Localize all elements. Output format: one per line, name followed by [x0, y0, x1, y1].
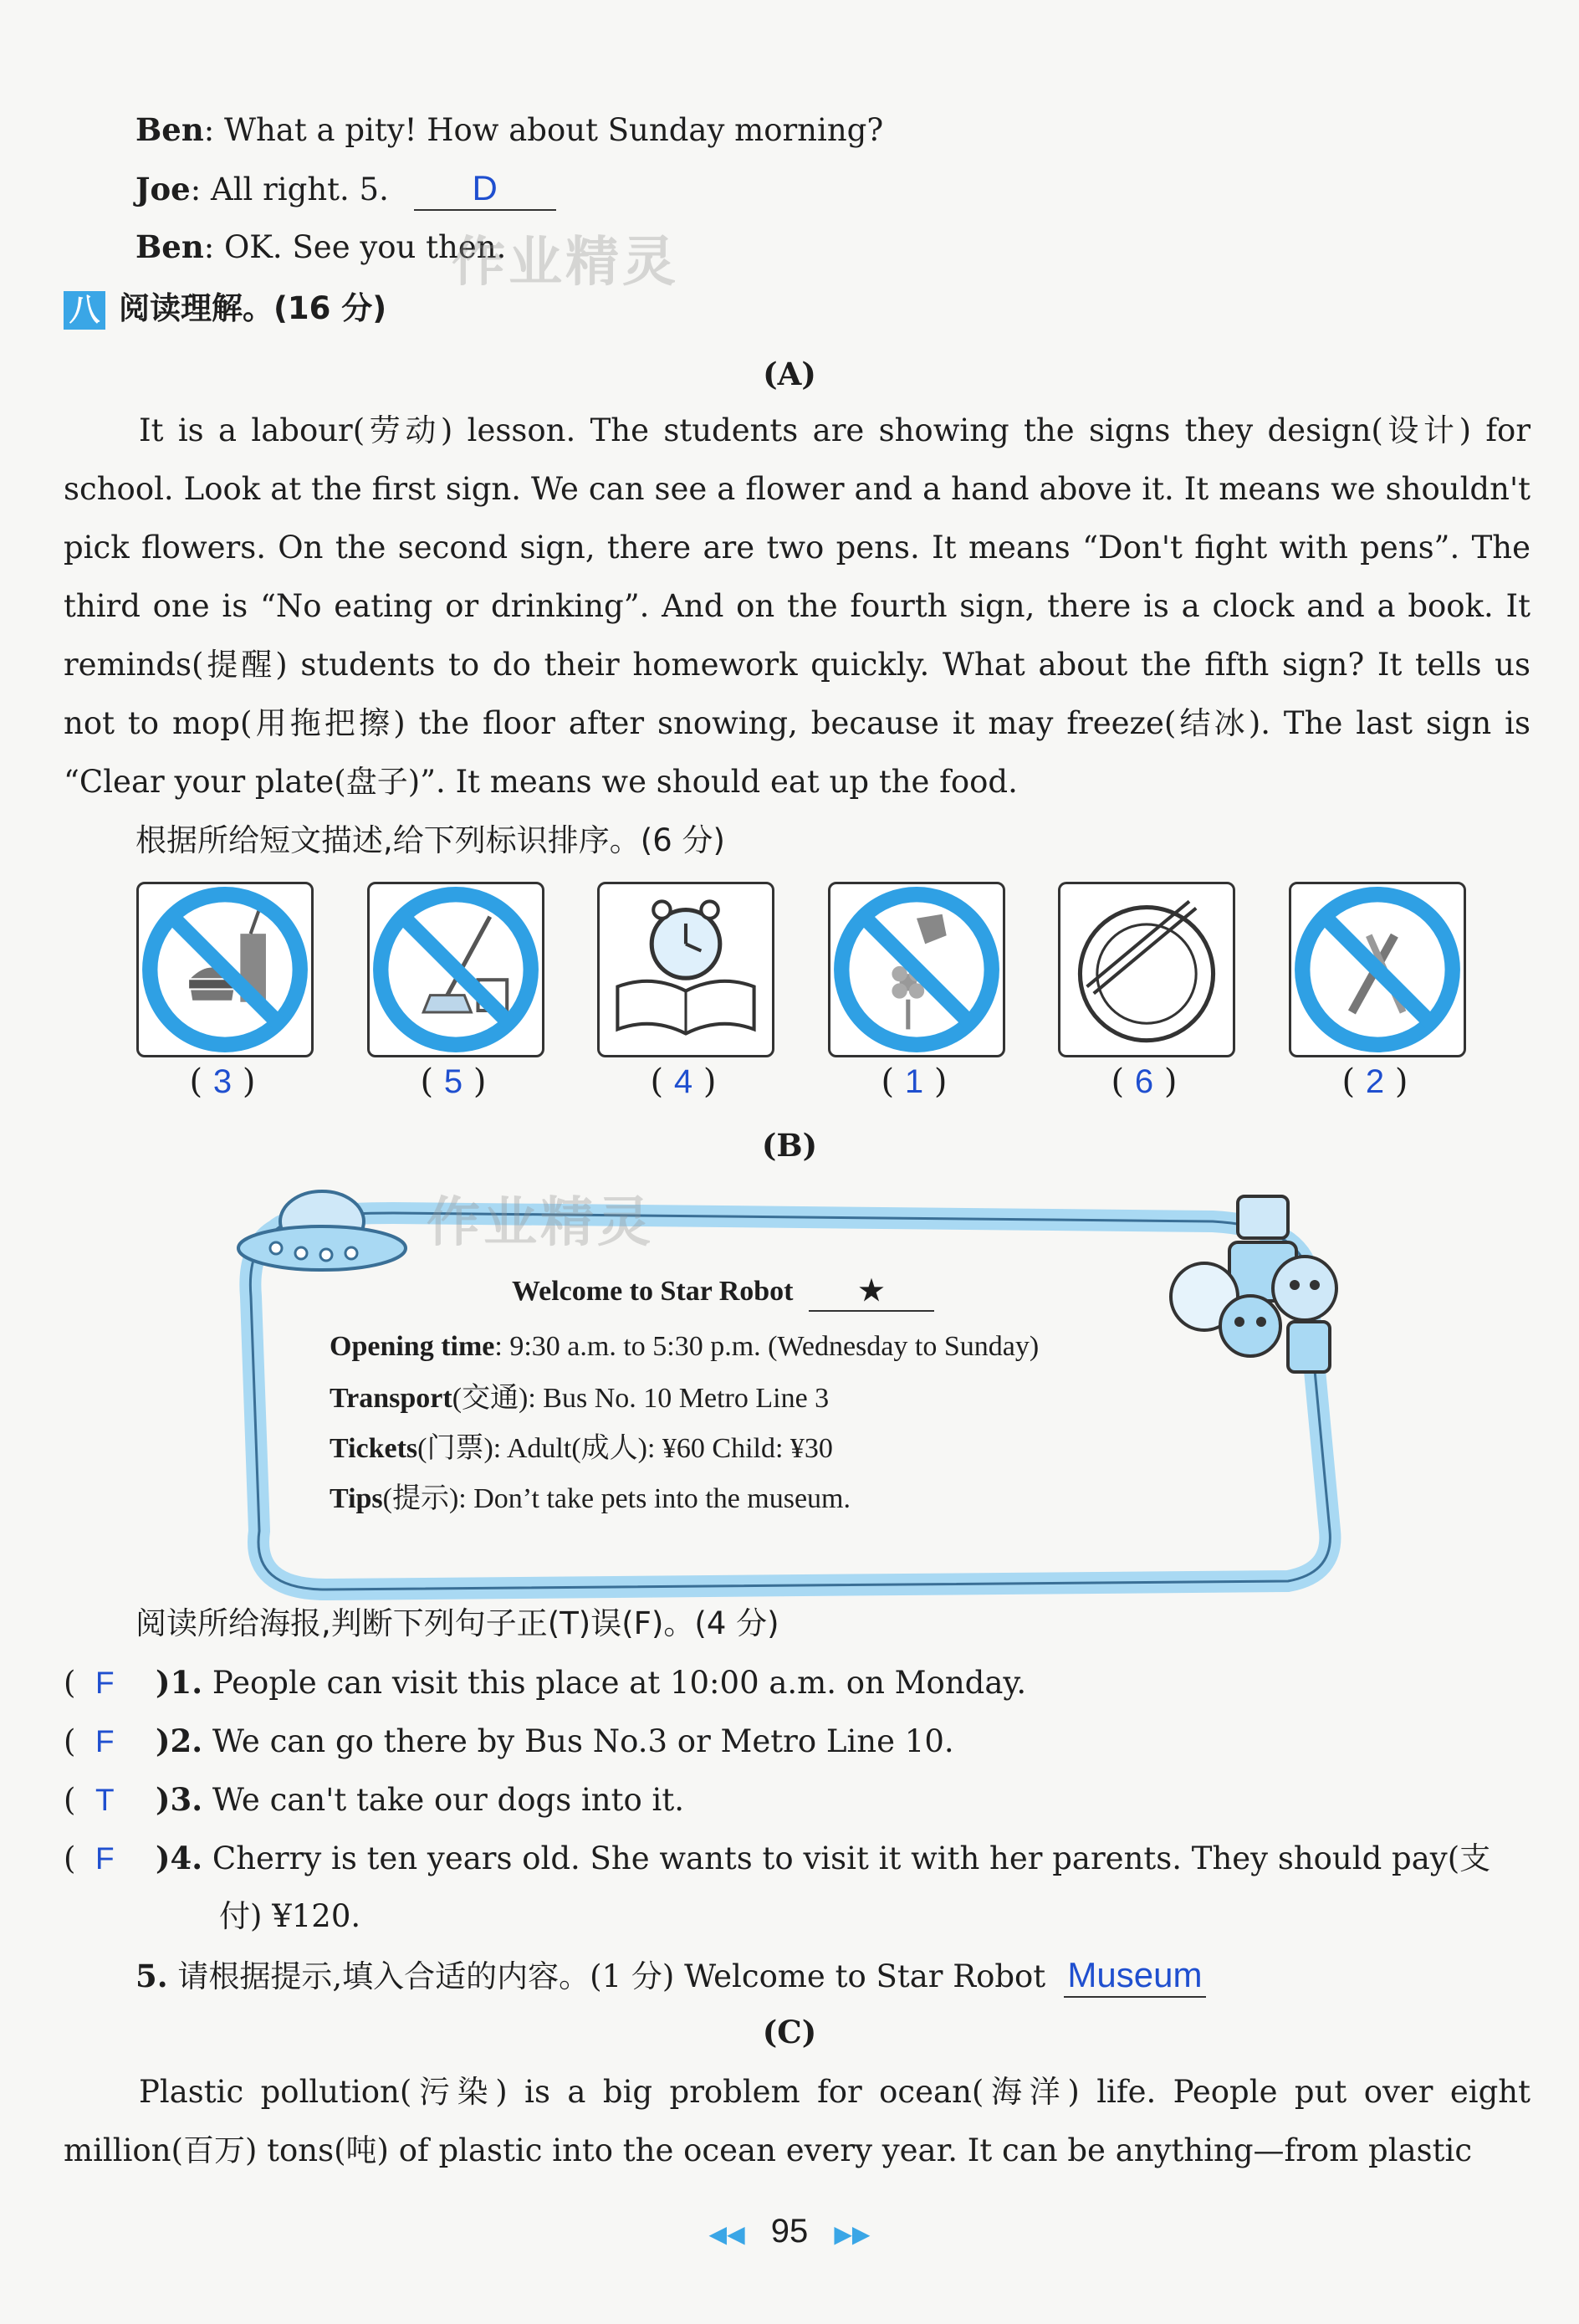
colon: : — [203, 229, 224, 265]
answer-blank[interactable]: D — [414, 167, 556, 211]
tickets-label: Tickets — [330, 1433, 418, 1464]
part-a-label: (A) — [763, 356, 816, 392]
sign-answer-3[interactable]: ( 4 ) — [650, 1062, 717, 1101]
answer-value: 1 — [904, 1063, 924, 1100]
poster-title-blank: ★ — [809, 1273, 934, 1312]
sign-answer-4[interactable]: ( 1 ) — [881, 1062, 948, 1101]
sign-plate-chopsticks — [1058, 882, 1235, 1057]
clock-book-icon — [600, 884, 772, 1055]
tf-item-4-cont: 付) ¥120. — [219, 1898, 361, 1934]
q5-num: 5. — [135, 1958, 168, 1994]
sign-answer-2[interactable]: ( 5 ) — [420, 1062, 487, 1101]
sign-no-pen-fighting — [1289, 882, 1466, 1057]
no-picking-flowers-icon — [830, 884, 1003, 1055]
robots-icon — [1137, 1180, 1363, 1397]
dialogue-line-3 — [135, 226, 506, 269]
part-b-instruction: 阅读所给海报,判断下列句子正(T)误(F)。(4 分) — [135, 1605, 779, 1641]
tf-answer-2[interactable]: ( F — [64, 1723, 115, 1759]
part-c-passage — [64, 2063, 1530, 2180]
speaker-ben: Ben — [135, 111, 204, 148]
poster-tickets — [330, 1431, 833, 1467]
tf-item-1 — [64, 1661, 1026, 1704]
part-c-label: (C) — [762, 2014, 817, 2050]
tf-item-3 — [64, 1779, 684, 1821]
speaker-joe: Joe — [135, 171, 191, 207]
speaker-ben: Ben — [135, 228, 204, 265]
colon: : — [203, 112, 224, 148]
dialogue-line-2 — [135, 167, 556, 211]
tf-item-4 — [64, 1837, 1490, 1880]
opening-value: : 9:30 a.m. to 5:30 p.m. (Wednesday to Sunday) — [494, 1331, 1040, 1362]
item-num: )2. — [156, 1723, 203, 1759]
answer-value: 2 — [1365, 1063, 1385, 1100]
answer-value: F — [95, 1666, 115, 1700]
no-mopping-icon — [370, 884, 542, 1055]
tips-value: (提示): Don’t take pets into the museum. — [382, 1483, 851, 1514]
tf-answer-3[interactable]: ( T — [64, 1782, 115, 1818]
part-b-label: (B) — [761, 1127, 818, 1164]
poster-transport — [330, 1380, 829, 1417]
section-title: 阅读理解。(16 分) — [119, 290, 387, 326]
transport-label: Transport — [330, 1383, 452, 1414]
poster-opening — [330, 1328, 1039, 1365]
sign-no-eating-drinking — [136, 882, 314, 1057]
dialogue-text: OK. See you then. — [223, 229, 507, 265]
sign-no-mopping — [367, 882, 544, 1057]
answer-value: F — [95, 1724, 115, 1758]
colon: : — [190, 171, 211, 207]
page-footer — [0, 2213, 1579, 2250]
poster-title-text: Welcome to Star Robot — [512, 1276, 794, 1307]
dialogue-text: All right. 5. — [210, 171, 389, 207]
q5-answer-blank[interactable]: Museum — [1064, 1954, 1206, 1998]
tf-answer-4[interactable]: ( F — [64, 1840, 115, 1876]
tips-label: Tips — [330, 1483, 383, 1514]
sign-no-picking-flowers — [828, 882, 1005, 1057]
transport-value: (交通): Bus No. 10 Metro Line 3 — [452, 1383, 830, 1414]
answer-value: 6 — [1134, 1063, 1154, 1100]
q5-text: 请根据提示,填入合适的内容。(1 分) Welcome to Star Robot — [177, 1958, 1046, 1994]
poster-tips — [330, 1481, 851, 1518]
tf-answer-1[interactable]: ( F — [64, 1665, 115, 1701]
answer-value: T — [95, 1783, 115, 1817]
item-text: We can't take our dogs into it. — [212, 1782, 684, 1818]
sign-answer-5[interactable]: ( 6 ) — [1111, 1062, 1178, 1101]
watermark-2: 作业精灵 — [427, 1192, 654, 1254]
item-num: )1. — [156, 1664, 203, 1701]
watermark: 作业精灵 — [452, 232, 679, 294]
no-pen-fighting-icon — [1291, 884, 1464, 1055]
part-a-instruction: 根据所给短文描述,给下列标识排序。(6 分) — [135, 822, 725, 858]
answer-value: 3 — [212, 1063, 233, 1100]
poster-title — [512, 1273, 934, 1312]
passage-text: Plastic pollution(污染) is a big problem for ocean(海洋) life. People put over eight million(百万) tons(吨) of plastic into the ocean every year. It can be anything—from plastic — [64, 2074, 1530, 2168]
passage-text: It is a labour(劳动) lesson. The students are showing the signs they design(设计) for school. Look at the first sign. We can see a flower and a hand above it. It means we shouldn't pick flowers. On the second sign, there are two pens. It means “Don't fight with pens”. The third one is “No eating or drinking”. And on the fourth sign, there is a clock and a book. It reminds(提醒) students to do their homework quickly. What about the fifth sign? It tells us not to mop(用拖把擦) the floor after snowing, because it may freeze(结冰). The last sign is “Clear your plate(盘子)”. It means we should eat up the food. — [64, 412, 1530, 800]
item-text: People can visit this place at 10:00 a.m. on Monday. — [212, 1665, 1027, 1701]
section-badge: 八 — [64, 291, 105, 330]
sign-answer-6[interactable]: ( 2 ) — [1341, 1062, 1408, 1101]
dialogue-line-1 — [135, 109, 883, 151]
part-a-passage — [64, 402, 1530, 811]
tickets-value: (门票): Adult(成人): ¥60 Child: ¥30 — [417, 1433, 833, 1464]
tf-item-2 — [64, 1720, 954, 1763]
dialogue-text: What a pity! How about Sunday morning? — [223, 112, 884, 148]
section-header — [64, 288, 386, 330]
plate-chopsticks-icon — [1060, 884, 1233, 1055]
page-number: 95 — [770, 2213, 809, 2250]
prev-page-icon[interactable]: ◀◀ — [708, 2221, 745, 2247]
item-text: Cherry is ten years old. She wants to visit it with her parents. They should pay(支 — [212, 1840, 1491, 1876]
answer-value: 5 — [443, 1063, 463, 1100]
item-text: We can go there by Bus No.3 or Metro Line 10. — [212, 1723, 954, 1759]
answer-value: F — [95, 1841, 115, 1876]
opening-label: Opening time — [330, 1331, 495, 1362]
sign-answer-1[interactable]: ( 3 ) — [189, 1062, 256, 1101]
answer-value: 4 — [673, 1063, 693, 1100]
next-page-icon[interactable]: ▶▶ — [834, 2221, 871, 2247]
sign-clock-book — [597, 882, 774, 1057]
ufo-icon — [234, 1188, 410, 1280]
no-eating-drinking-icon — [139, 884, 311, 1055]
item-num: )4. — [156, 1840, 203, 1876]
item-num: )3. — [156, 1781, 203, 1818]
q5-line — [135, 1954, 1206, 1998]
